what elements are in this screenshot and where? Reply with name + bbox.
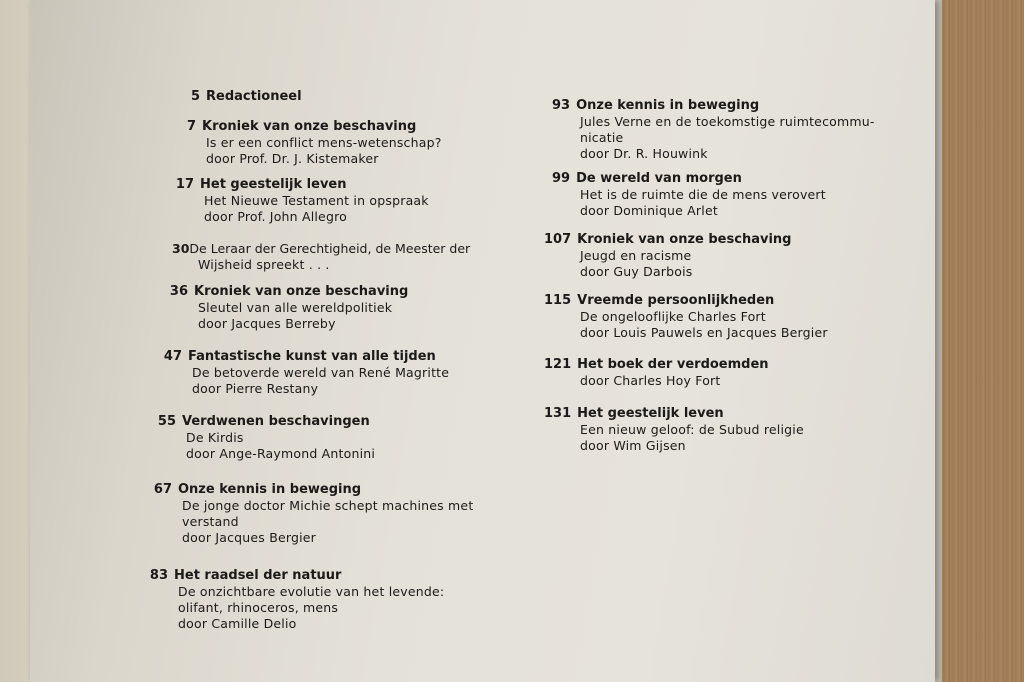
toc-subline: De jonge doctor Michie schept machines met [182,498,474,513]
toc-entry-heading [544,231,791,248]
toc-subline: Sleutel van alle wereldpolitiek [198,300,393,315]
toc-entry [190,88,302,105]
toc-subline: Wijsheid spreekt . . . [198,257,330,272]
toc-page-number: 17 [175,177,194,192]
toc-title: Fantastische kunst van alle tijden [188,349,436,364]
toc-title: De Leraar der Gerechtigheid, de Meester der [189,241,471,256]
toc-title: Het geestelijk leven [200,177,347,192]
toc-entry [146,567,444,632]
toc-subline: door Louis Pauwels en Jacques Bergier [580,325,828,340]
toc-title: Kroniek van onze beschaving [202,119,417,134]
toc-subline: door Guy Darbois [580,264,693,279]
toc-subline: Het is de ruimte die de mens verovert [580,187,826,202]
toc-title: Het geestelijk leven [577,406,724,421]
toc-title: Vreemde persoonlijkheden [577,293,775,308]
toc-entry [172,176,429,225]
toc-entry-heading [552,97,875,114]
toc-entry [186,118,442,167]
toc-entry-heading [152,481,473,498]
toc-title: Kroniek van onze beschaving [577,232,792,247]
toc-subline: nicatie [580,130,624,145]
toc-subline: verstand [182,514,239,529]
toc-subline: door Jacques Berreby [198,316,336,331]
toc-entry-heading [146,567,444,584]
toc-subline: De onzichtbare evolutie van het levende: [178,584,445,599]
toc-entry-heading [544,356,769,373]
toc-title: Onze kennis in beweging [178,482,362,497]
toc-entry-heading [172,176,429,193]
toc-entry [552,97,875,162]
toc-subline: Jules Verne en de toekomstige ruimtecommu- [580,114,875,129]
toc-subline: De ongelooflijke Charles Fort [580,309,766,324]
toc-subline: door Camille Delio [178,616,297,631]
toc-subline: door Dominique Arlet [580,203,718,218]
toc-entry-heading [162,348,449,365]
toc-page-number: 30 [172,241,190,256]
toc-entry-heading [552,170,826,187]
toc-entry [552,170,826,219]
toc-entry-heading [544,292,828,309]
toc-page-number: 99 [552,171,571,186]
toc-subline: door Charles Hoy Fort [580,373,721,388]
toc-subline: De betoverde wereld van René Magritte [192,365,450,380]
toc-subline: Jeugd en racisme [580,248,692,263]
toc-entry-heading [172,241,470,257]
toc-subline: Is er een conflict mens-wetenschap? [206,135,442,150]
toc-subline: door Wim Gijsen [580,438,686,453]
toc-page-number: 36 [169,284,188,299]
toc-subline: De Kirdis [186,430,244,445]
toc-title: Het raadsel der natuur [174,568,342,583]
toc-subline: door Ange-Raymond Antonini [186,446,376,461]
toc-entry [544,292,828,341]
toc-title: Verdwenen beschavingen [182,414,370,429]
toc-entry-heading [186,118,442,135]
toc-page-number: 93 [552,98,571,113]
toc-subline: door Pierre Restany [192,381,319,396]
toc-subline: door Prof. Dr. J. Kistemaker [206,151,379,166]
toc-title: Redactioneel [206,89,302,104]
toc-page-number: 47 [163,349,182,364]
toc-title: Het boek der verdoemden [577,357,769,372]
toc-entry [544,405,804,454]
toc-entry [156,413,375,462]
toc-title: De wereld van morgen [576,171,742,186]
toc-entry [152,481,473,546]
toc-entry [544,356,769,389]
toc-entry-heading [156,413,375,430]
toc-subline: door Dr. R. Houwink [580,146,708,161]
toc-page-number: 107 [544,232,572,247]
toc-page-number: 5 [190,89,200,104]
toc-page-number: 55 [157,414,176,429]
toc-subline: door Prof. John Allegro [204,209,347,224]
toc-entry-heading [544,405,804,422]
toc-page-number: 121 [544,357,572,372]
toc-subline: olifant, rhinoceros, mens [178,600,339,615]
toc-page-number: 67 [153,482,172,497]
toc-page-number: 115 [544,293,572,308]
toc-page-number: 131 [544,406,572,421]
toc-subline: door Jacques Bergier [182,530,317,545]
toc-entry [168,283,408,332]
toc-entry-heading [190,88,302,105]
toc-entry-heading [168,283,408,300]
toc-entry [172,241,470,273]
toc-entry [544,231,791,280]
toc-entry [162,348,449,397]
toc-subline: Een nieuw geloof: de Subud religie [580,422,804,437]
toc-page-number: 83 [149,568,168,583]
toc-title: Kroniek van onze beschaving [194,284,409,299]
toc-subline: Het Nieuwe Testament in opspraak [204,193,429,208]
toc-page-number: 7 [186,119,196,134]
toc-title: Onze kennis in beweging [576,98,760,113]
